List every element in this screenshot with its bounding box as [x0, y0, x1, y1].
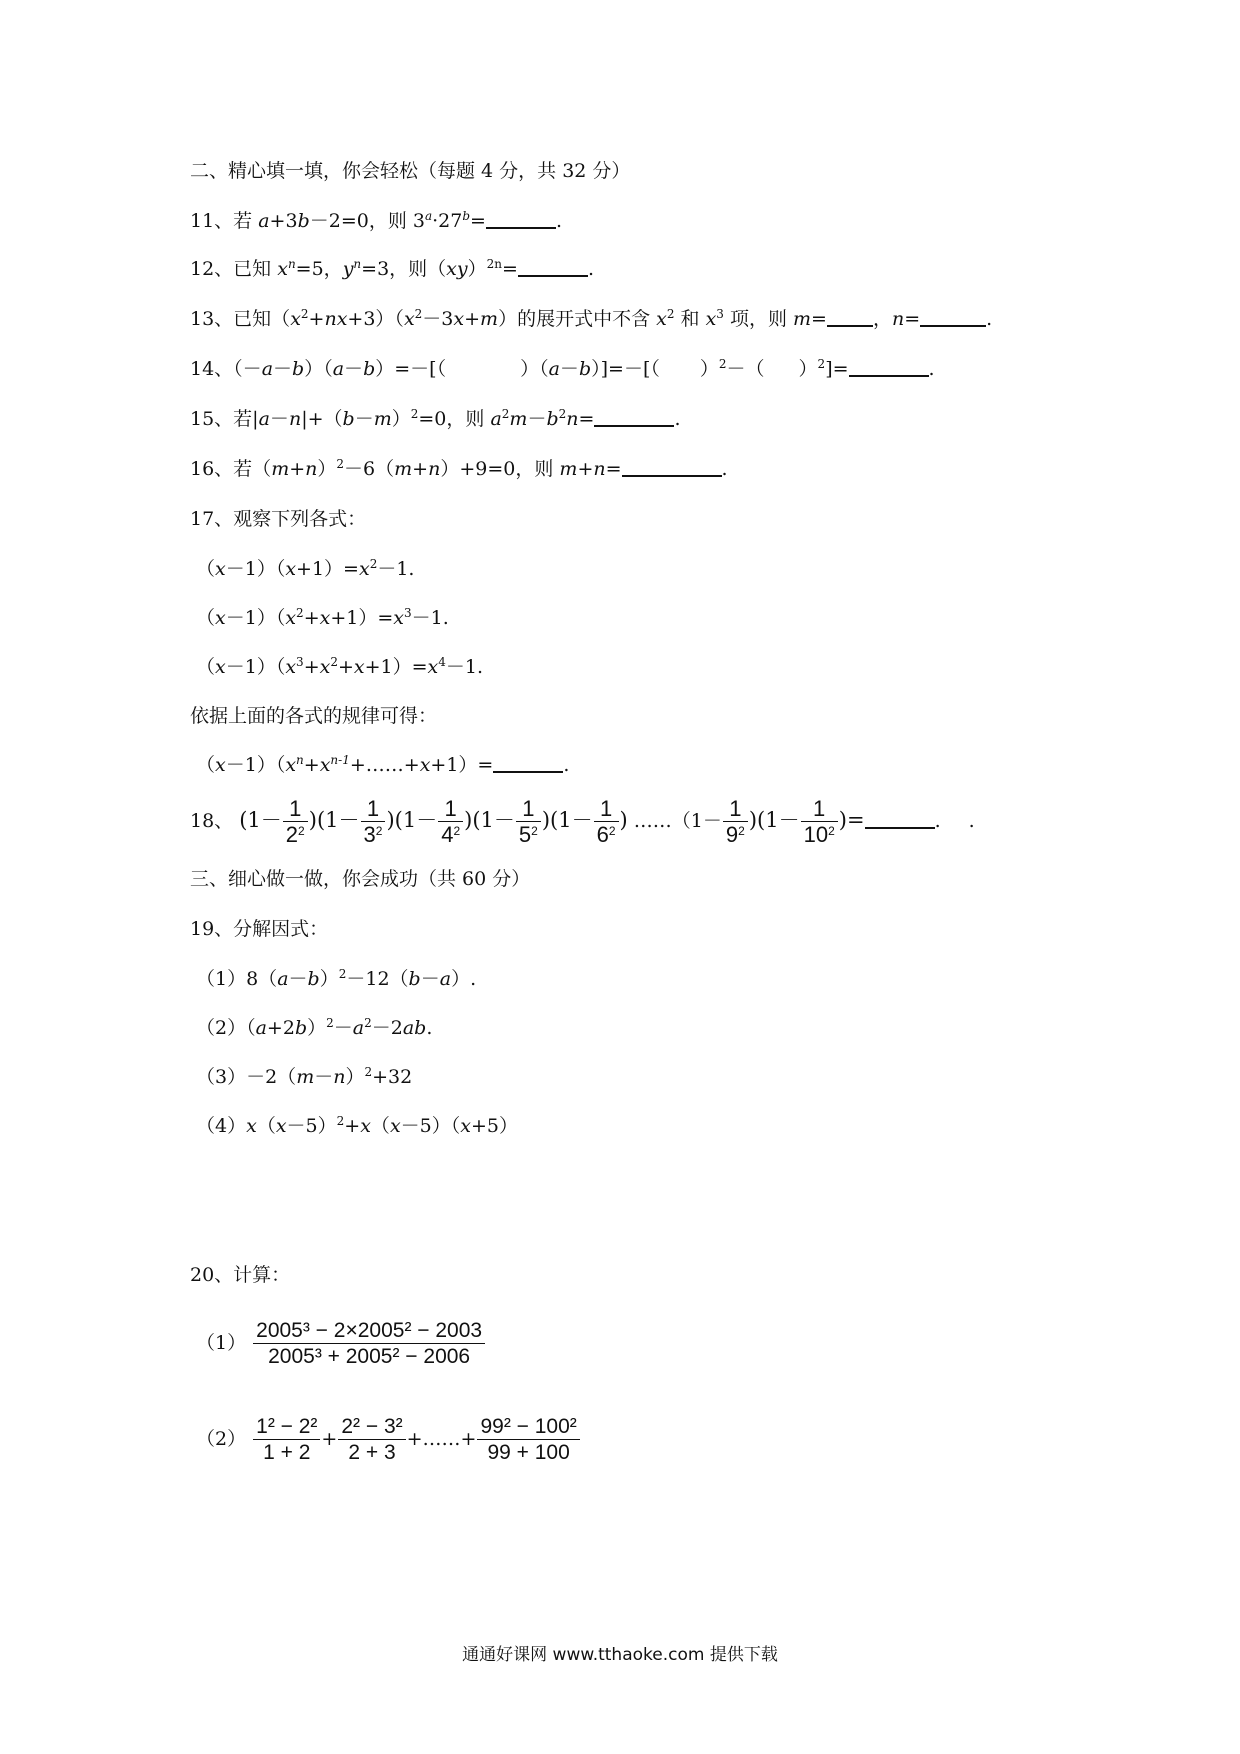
fraction: $\frac{\text{2² − 3²}}{2 + 3}$: [338, 1415, 405, 1466]
fraction: $\frac{1}{3^2}$: [361, 797, 386, 848]
question-19-title: 19、分解因式：: [190, 918, 329, 940]
question-12: 12、已知 $x^n=5$，$y^n=3$，则（xy）$^{2n}$= .: [190, 257, 594, 280]
answer-blank[interactable]: [849, 357, 929, 377]
q17-line-3: $(x-1)(x^3+x^2+x+1)=x^4-1$.: [196, 655, 484, 678]
fraction: $\frac{1}{6^2}$: [594, 797, 619, 848]
answer-blank[interactable]: [486, 209, 556, 229]
question-11: 11、若 a+3b－2=0，则 $3^a\cdot 27^b=$ .: [190, 209, 562, 232]
question-13: 13、已知$(x^2+nx+3)(x^2-3x+m)$的展开式中不含 $x^2$ 和 $x^3$ 项，则 m= ，n= .: [190, 307, 993, 330]
q17-line-4: $(x-1)(x^n+x^{n-1}+\dots\dots+x+1)=$ .: [196, 753, 570, 776]
q20-part-2: （2） $\frac{\text{1² − 2²}}{1 + 2}$ + $\frac{\text{2² − 3²}}{2 + 3}$ +……+ $\frac{\text{99² − 100²}}{99 + 100}$: [196, 1404, 581, 1474]
footer: 通通好课网 www.tthaoke.com 提供下载: [462, 1645, 778, 1665]
answer-blank[interactable]: [594, 407, 674, 427]
fraction: $\frac{\text{99² − 100²}}{99 + 100}$: [477, 1415, 579, 1466]
answer-blank-n[interactable]: [920, 307, 986, 327]
fraction: $\frac{1}{5^2}$: [516, 797, 541, 848]
answer-blank[interactable]: [493, 753, 563, 773]
answer-blank-m[interactable]: [827, 307, 873, 327]
question-14: 14、（－a－b）（a－b）=－[（ ）（a－b）]=－[（ ）$^2$－（ ）$^2$]= .: [190, 357, 935, 380]
fraction: $\frac{1}{10^2}$: [801, 797, 838, 848]
question-15: 15、若$|a-n|+(b-m)^2=0$，则 $a^2m-b^2n=$ .: [190, 407, 681, 430]
question-17-title: 17、观察下列各式：: [190, 508, 367, 530]
q19-part-4: $(4)x(x-5)^2+x(x-5)(x+5)$: [196, 1114, 518, 1137]
section-2-title: 二、精心填一填，你会轻松（每题 4 分，共 32 分）: [190, 160, 631, 182]
answer-blank[interactable]: [518, 257, 588, 277]
fraction: $\frac{1}{4^2}$: [438, 797, 463, 848]
fraction: $\frac{\text{2005³ − 2×2005² − 2003}}{\text{2005³ + 2005² − 2006}}$: [253, 1319, 485, 1370]
section-3-title: 三、细心做一做，你会成功（共 60 分）: [190, 868, 531, 890]
fraction: $\frac{1}{9^2}$: [723, 797, 748, 848]
q17-rule-text: 依据上面的各式的规律可得：: [190, 705, 438, 727]
answer-blank[interactable]: [622, 457, 722, 477]
q17-line-1: $(x-1)(x+1)=x^2-1$.: [196, 557, 415, 580]
question-20-title: 20、计算：: [190, 1264, 291, 1286]
q17-line-2: $(x-1)(x^2+x+1)=x^3-1$.: [196, 606, 449, 629]
fraction: $\frac{\text{1² − 2²}}{1 + 2}$: [253, 1415, 320, 1466]
q20-part-1: （1） $\frac{\text{2005³ − 2×2005² − 2003}}{\text{2005³ + 2005² − 2006}}$: [196, 1308, 486, 1378]
answer-blank[interactable]: [865, 809, 935, 829]
q19-part-1: $(1)8(a-b)^2-12(b-a)$.: [196, 967, 477, 990]
question-18: 18、 (1－ $\frac{1}{2^2}$ )(1－ $\frac{1}{3^2}$ )(1－ $\frac{1}{4^2}$ )(1－ $\frac{1}{5^2}$ )(1－ $\frac{1}{6^2}$ ) ……（1－ $\frac{1}{9^2}$ )(1－ $\frac{1}{10^2}$ )= . .: [190, 795, 975, 847]
q19-part-2: $(2)(a+2b)^2-a^2-2ab$.: [196, 1016, 433, 1039]
fraction: $\frac{1}{2^2}$: [283, 797, 308, 848]
q19-part-3: $(3)-2(m-n)^2+32$: [196, 1065, 413, 1088]
question-16: 16、若$(m+n)^2-6(m+n)+9=0$，则 m+n= .: [190, 457, 728, 480]
